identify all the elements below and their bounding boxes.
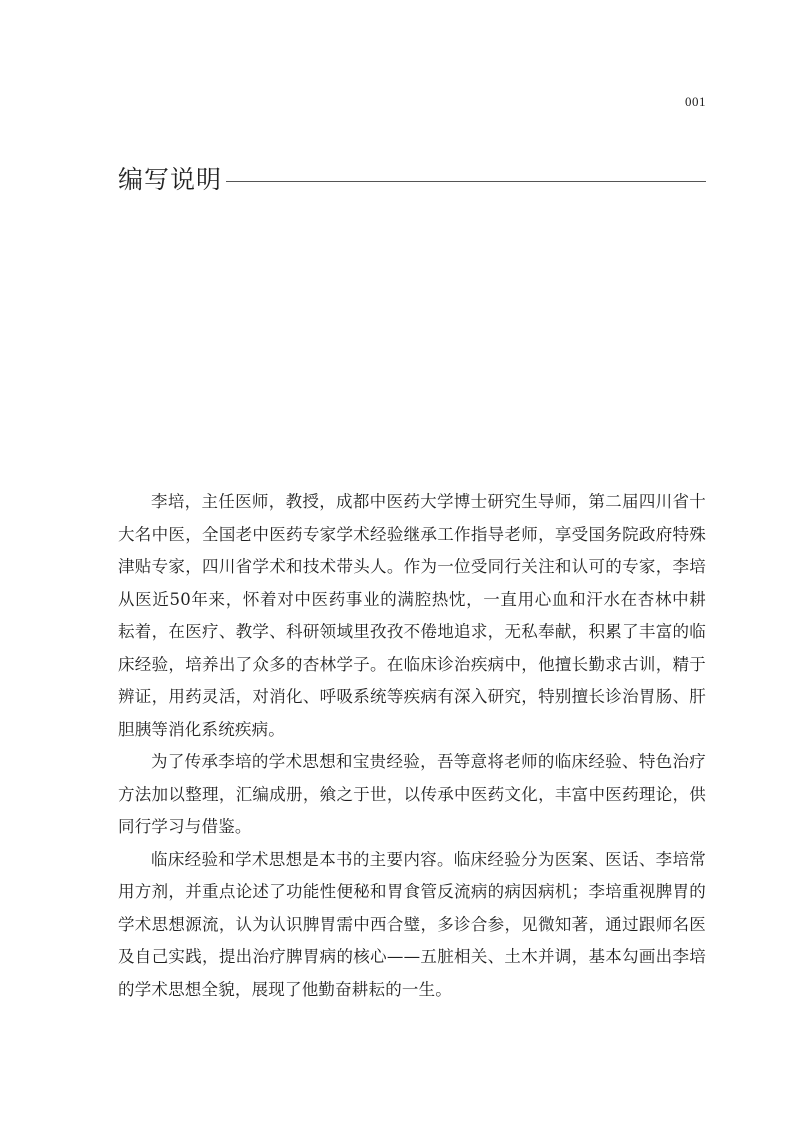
paragraph-2: 为了传承李培的学术思想和宝贵经验，吾等意将老师的临床经验、特色治疗方法加以整理，汇编成册，飨之于世，以传承中医药文化，丰富中医药理论，供同行学习与借鉴。 [118,752,706,836]
body-text [118,486,706,1006]
page-number: 001 [685,94,706,109]
title-rule-divider [226,181,706,182]
paragraph-1: 李培，主任医师，教授，成都中医药大学博士研究生导师，第二届四川省十大名中医，全国老中医药专家学术经验继承工作指导老师，享受国务院政府特殊津贴专家，四川省学术和技术带头人。作为一位受同行关注和认可的专家，李培从医近50年来，怀着对中医药事业的满腔热忱，一直用心血和汗水在杏林中耕耘着，在医疗、教学、科研领域里孜孜不倦地追求，无私奉献，积累了丰富的临床经验，培养出了众多的杏林学子。在临床诊治疾病中，他擅长勤求古训，精于辨证，用药灵活，对消化、呼吸系统等疾病有深入研究，特别擅长诊治胃肠、肝胆胰等消化系统疾病。 [118,492,706,739]
paragraph-3: 临床经验和学术思想是本书的主要内容。临床经验分为医案、医话、李培常用方剂，并重点论述了功能性便秘和胃食管反流病的病因病机；李培重视脾胃的学术思想源流，认为认识脾胃需中西合璧，多诊合参，见微知著，通过跟师名医及自己实践，提出治疗脾胃病的核心——五脏相关、土木并调，基本勾画出李培的学术思想全貌，展现了他勤奋耕耘的一生。 [118,849,706,999]
section-header [118,160,706,196]
page-title: 编写说明 [118,165,223,194]
